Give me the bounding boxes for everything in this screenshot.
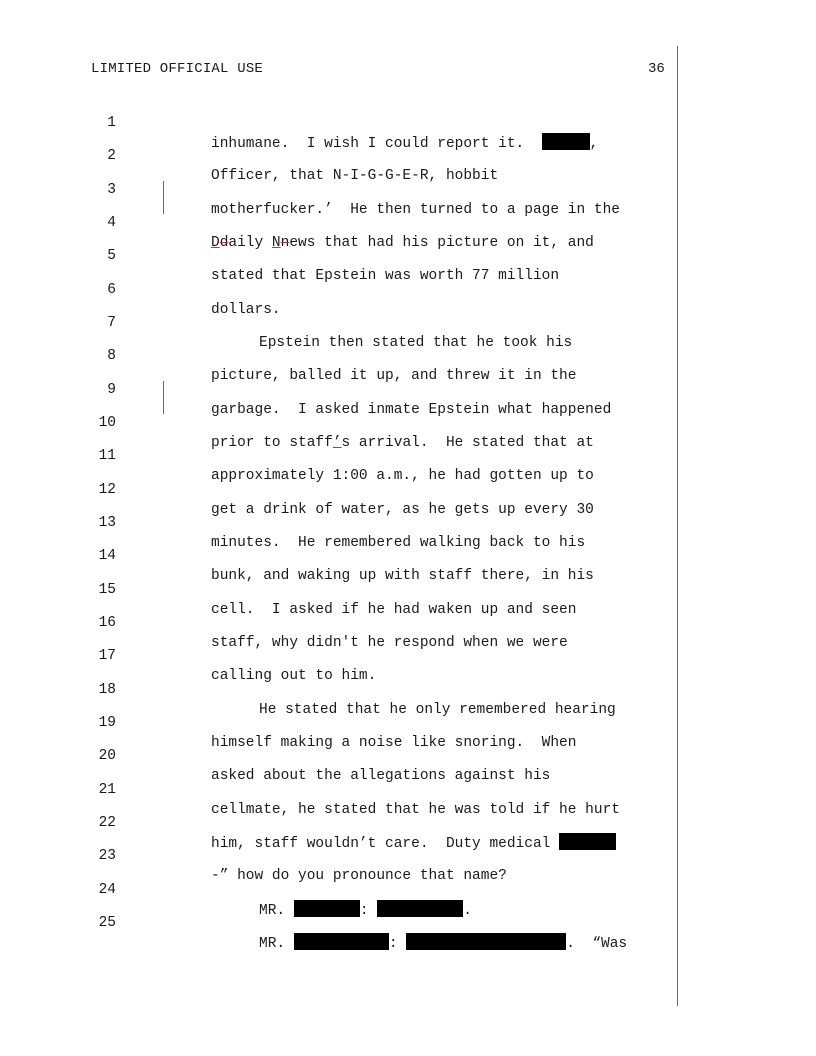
line-number: 14 [98,548,116,564]
transcript-line [0,293,680,351]
line-text: Epstein then stated that he took his [259,335,573,351]
line-number: 17 [98,648,116,664]
line-text: picture, balled it up, and threw it in the [211,368,577,384]
transcript-line [0,426,680,484]
transcript-line [0,460,680,518]
redaction-box [294,933,389,950]
line-text: cellmate, he stated that he was told if he hurt [211,802,620,818]
transcript-line [0,393,680,451]
line-number: 9 [107,382,116,398]
transcript-line [0,660,680,718]
line-text: Officer, that N-I-G-G-E-R, hobbit [211,168,499,184]
transcript-line [0,160,680,218]
transcript-line [0,526,680,584]
line-text: Ddaily Nnews that had his picture on it, and [211,235,594,251]
line-number: 12 [98,482,116,498]
line-text: stated that Epstein was worth 77 million [211,268,560,284]
line-number: 23 [98,848,116,864]
line-number: 8 [107,348,116,364]
transcript-line [0,760,680,818]
transcript-line [0,693,680,751]
line-text: asked about the allegations against his [211,768,551,784]
tracked-deletion: d [219,235,229,251]
line-number: 6 [107,282,116,298]
line-text: cell. I asked if he had waken up and seen [211,602,577,618]
transcript-line [0,593,680,651]
line-number: 13 [98,515,116,531]
page-number: 36 [648,61,665,77]
line-text: minutes. He remembered walking back to his [211,535,586,551]
line-number: 24 [98,882,116,898]
line-text: him, staff wouldn’t care. Duty medical [211,833,616,854]
line-number: 2 [107,148,116,164]
transcript-line [0,726,680,784]
line-number: 1 [107,115,116,131]
transcript-line [0,560,680,618]
line-text: garbage. I asked inmate Epstein what happened [211,402,612,418]
line-number: 19 [98,715,116,731]
redaction-box [406,933,566,950]
transcript-line [0,793,680,852]
tracked-insertion: N [271,235,281,251]
transcript-line [0,860,680,919]
page-header-classification: LIMITED OFFICIAL USE [91,61,264,77]
tracked-deletion: n [280,235,290,251]
line-text: MR. : . “Was [259,933,627,954]
transcript-line [0,326,680,384]
line-number: 22 [98,815,116,831]
line-number: 7 [107,315,116,331]
line-text: get a drink of water, as he gets up every 30 [211,502,594,518]
line-text: himself making a noise like snoring. When [211,735,577,751]
line-text: He stated that he only remembered hearing [259,702,616,718]
line-text: prior to staff’s arrival. He stated that at [211,435,594,451]
line-text: dollars. [211,302,281,318]
line-number: 18 [98,682,116,698]
line-number: 11 [98,448,116,464]
line-number: 4 [107,215,116,231]
transcript-line [0,93,680,152]
line-text: staff, why didn't he respond when we were [211,635,568,651]
tracked-insertion: D [211,235,220,251]
line-number: 5 [107,248,116,264]
line-number: 16 [98,615,116,631]
line-text: calling out to him. [211,668,377,684]
transcript-line [0,893,680,952]
line-number: 10 [98,415,116,431]
line-number: 25 [98,915,116,931]
transcript-line [0,193,680,251]
line-number: 21 [98,782,116,798]
transcript-line [0,126,680,184]
line-number: 3 [107,182,116,198]
transcript-line [0,360,680,418]
transcript-line [0,493,680,551]
line-number: 15 [98,582,116,598]
line-text: motherfucker.’ He then turned to a page in the [211,202,620,218]
line-text: bunk, and waking up with staff there, in his [211,568,594,584]
transcript-line [0,260,680,318]
transcript-line [0,626,680,684]
line-text: inhumane. I wish I could report it. , [211,133,598,154]
transcript-line [0,826,680,884]
tracked-insertion: ’ [332,435,342,451]
line-text: MR. : . [259,900,472,921]
line-text: -” how do you pronounce that name? [211,868,507,884]
line-number: 20 [98,748,116,764]
transcript-line [0,226,680,284]
line-text: approximately 1:00 a.m., he had gotten up to [211,468,594,484]
